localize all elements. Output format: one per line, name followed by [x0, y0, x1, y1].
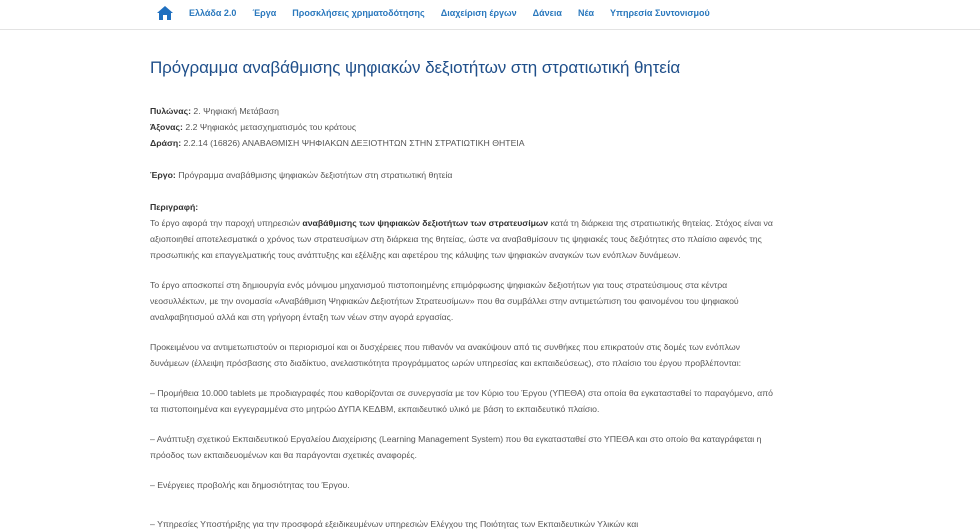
description-paragraph-2: Το έργο αποσκοπεί στη δημιουργία ενός μόνιμου μηχανισμού πιστοποιημένης επιμόρφωσης ψηφιακών δεξιοτήτων για τους στρατεύσιμους στα κέντρα νεοσυλλέκτων, με την ονομασία «Αναβάθμιση Ψηφιακών Δεξιοτήτων Στρατευσίμων» που θα συμβάλλει στην αντιμετώπιση του φαινομένου του ψηφιακού αναλφαβητισμού αλλά και στη γρήγορη ένταξη των νέων στην αγορά εργασίας. [150, 280, 739, 322]
nav-item-funding-calls[interactable]: Προσκλήσεις χρηματοδότησης [292, 8, 425, 18]
pillar-value: 2. Ψηφιακή Μετάβαση [193, 106, 279, 116]
nav-item-coordination-service[interactable]: Υπηρεσία Συντονισμού [610, 8, 710, 18]
bullet-support-services: – Υπηρεσίες Υποστήριξης για την προσφορά εξειδικευμένων υπηρεσιών Ελέγχου της Ποιότητας των Εκπαιδευτικών Υλικών και [150, 519, 639, 529]
nav-item-greece-2-0[interactable]: Ελλάδα 2.0 [189, 8, 237, 18]
description-label: Περιγραφή: [150, 202, 199, 212]
pillar-row [150, 103, 780, 119]
project-meta [150, 103, 780, 199]
nav-item-project-management[interactable]: Διαχείριση έργων [440, 8, 517, 18]
description-paragraph-3: Προκειμένου να αντιμετωπιστούν οι περιορισμοί και οι δυσχέρειες που πιθανόν να ανακύψουν από τις συνθήκες που επικρατούν στις δομές των ενόπλων δυνάμεων (έλλειψη πρόσβασης στο διαδίκτυο, ανελαστικότητα προγράμματος ωρών υπηρεσίας και εκπαιδεύσεως), στο πλαίσιο του έργου προβλέπονται: [150, 342, 742, 368]
bullet-publicity: – Ενέργειες προβολής και δημοσιότητας του Έργου. [150, 480, 350, 490]
project-row [150, 167, 780, 183]
home-icon[interactable] [157, 6, 173, 20]
nav-item-projects[interactable]: Έργα [252, 8, 277, 18]
top-navigation [0, 0, 980, 30]
description-text-bold: αναβάθμισης των ψηφιακών δεξιοτήτων των στρατευσίμων [302, 218, 549, 228]
axis-value: 2.2 Ψηφιακός μετασχηματισμός του κράτους [185, 122, 357, 132]
description-text-end: κατά τη διάρκεια της στρατιωτικής θητείας. Στόχος είναι να αξιοποιηθεί αποτελεσματικά ο χρόνος των στρατευσίμων στη διάρκεια της θητείας, ώστε να αναβαθμίσουν τις ψηφιακές τους δεξιότητες στο πλαίσιο αφενός της προσωπικής και επαγγελματικής τους ανάπτυξης και εξέλιξης και αφετέρου της κάλυψης των ψηφιακών αναγκών των ενόπλων δυνάμεων. [150, 218, 773, 260]
nav-item-loans[interactable]: Δάνεια [532, 8, 562, 18]
action-row [150, 135, 780, 151]
action-label: Δράση: [150, 138, 182, 148]
bullet-tablets: – Προμήθεια 10.000 tablets με προδιαγραφές που καθορίζονται σε συνεργασία με τον Κύριο του Έργου (ΥΠΕΘΑ) στα οποία θα εγκατασταθεί το παραγόμενο, από τα πιστοποιημένα και εγγεγραμμένα στο μητρώο ΔΥΠΑ ΚΕΔΒΜ, εκπαιδευτικό υλικό με βάση το εκπαιδευτικό πλαίσιο. [150, 388, 773, 414]
nav-item-news[interactable]: Νέα [577, 8, 595, 18]
pillar-label: Πυλώνας: [150, 106, 191, 116]
description-text-start: Το έργο αφορά την παροχή υπηρεσιών [150, 218, 303, 228]
project-label: Έργο: [150, 170, 176, 180]
description-paragraph-1 [150, 199, 780, 263]
page-title: Πρόγραμμα αναβάθμισης ψηφιακών δεξιοτήτων στη στρατιωτική θητεία [150, 58, 681, 77]
main-content [150, 58, 780, 507]
action-value: 2.2.14 (16826) ΑΝΑΒΑΘΜΙΣΗ ΨΗΦΙΑΚΩΝ ΔΕΞΙΟΤΗΤΩΝ ΣΤΗΝ ΣΤΡΑΤΙΩΤΙΚΗ ΘΗΤΕΙΑ [183, 138, 525, 148]
bullet-lms: – Ανάπτυξη σχετικού Εκπαιδευτικού Εργαλείου Διαχείρισης (Learning Management System) που θα εγκατασταθεί στο ΥΠΕΘΑ και στο οποίο θα καταγράφεται η πρόοδος των εκπαιδευομένων και θα παράγονται σχετικές αναφορές. [150, 434, 762, 460]
axis-row [150, 119, 780, 135]
axis-label: Άξονας: [150, 122, 183, 132]
project-value: Πρόγραμμα αναβάθμισης ψηφιακών δεξιοτήτων στη στρατιωτική θητεία [178, 170, 453, 180]
